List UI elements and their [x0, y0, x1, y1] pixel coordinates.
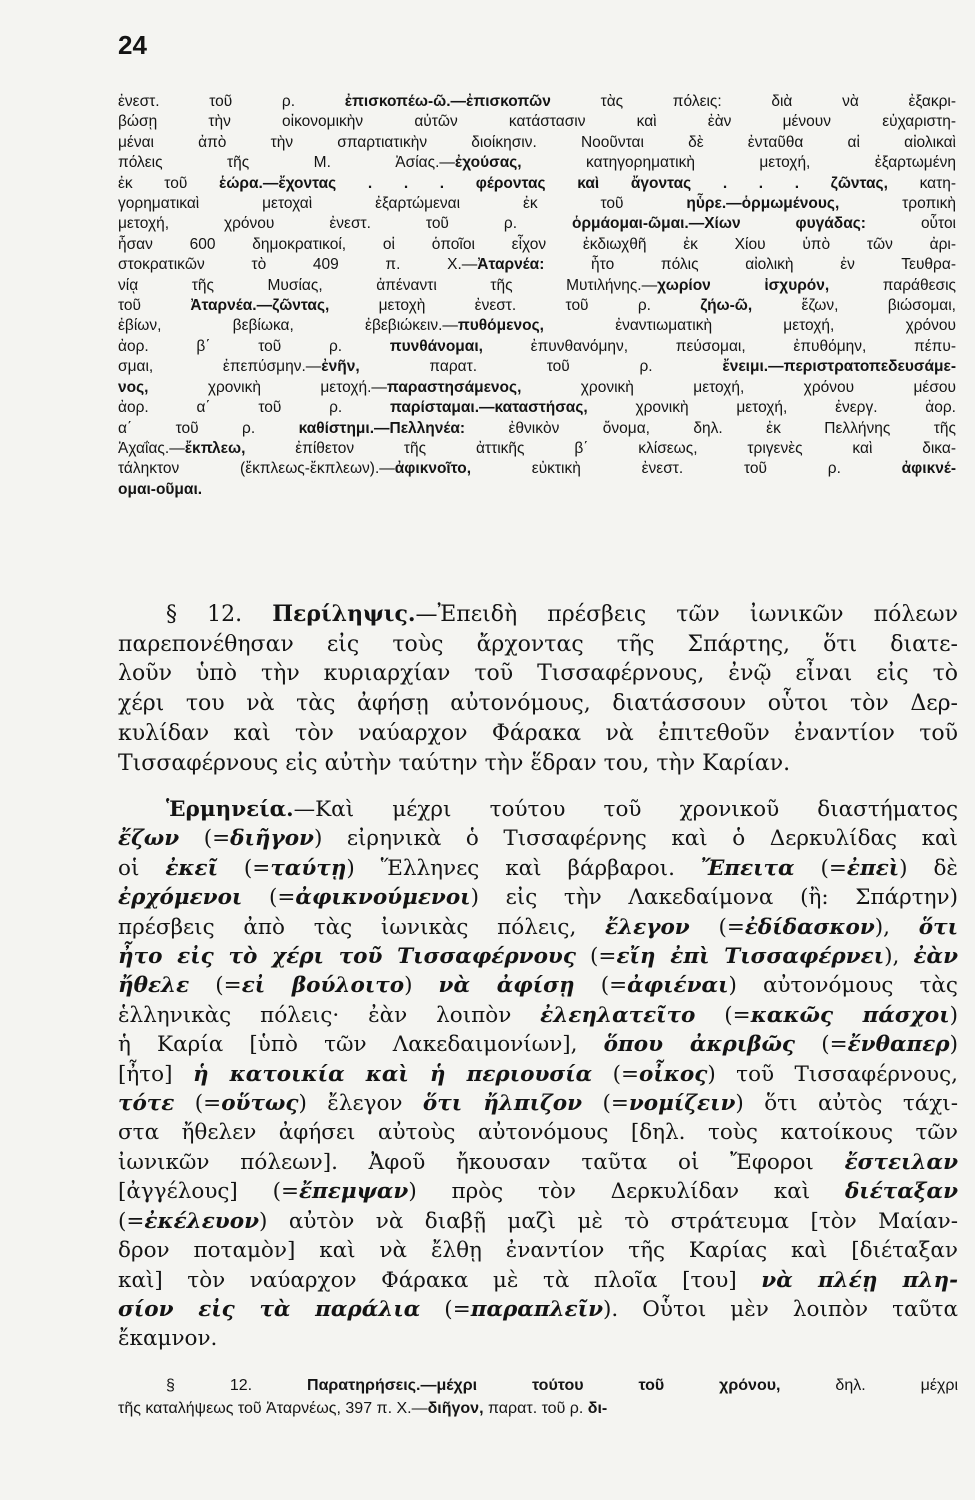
emphasis-text: ἔνειμι.—περιστρατοπεδευσάμε-: [722, 358, 956, 376]
emphasis-text: οἶκος: [639, 1061, 708, 1087]
text-run: εὐκτικὴ ἐνεστ. τοῦ ρ.: [471, 460, 902, 478]
text-run: (=: [795, 1032, 848, 1058]
text-run: ἐπυνθανόμην, πεύσομαι, ἐπυθόμην, πέπυ-: [482, 337, 956, 355]
text-run: (=: [242, 885, 296, 911]
text-run: τροπικὴ: [839, 195, 956, 213]
text-run: ): [404, 973, 439, 999]
text-run: στα ἤθελεν ἀφήσει αὐτοὺς αὐτονόμους [δηλ. τοὺς κατοίκους τῶν: [118, 1120, 958, 1146]
text-run: ) ἔλεγον: [298, 1091, 423, 1117]
text-run: ). Οὗτοι μὲν λοιπὸν ταῦτα: [603, 1296, 958, 1322]
text-run: παράθεσις: [829, 276, 957, 294]
emphasis-text: νὰ πλέῃ πλη-: [761, 1267, 958, 1293]
text-run: παρεπονέθησαν εἰς τοὺς ἄρχοντας τῆς Σπάρτης, ὅτι διατε-: [118, 631, 958, 657]
emphasis-text: πυνθάνομαι,: [389, 337, 483, 355]
emphasis-text: ἐπισκοπέω-ῶ.—ἐπισκοπῶν: [344, 93, 551, 110]
emphasis-text: ἀφικνέ-: [901, 460, 956, 478]
emphasis-text: νος,: [118, 378, 149, 396]
text-run: (=: [574, 973, 628, 999]
emphasis-text: παραπλεῖν: [470, 1296, 604, 1322]
text-run: ): [949, 1002, 958, 1028]
notes-line: [118, 357, 956, 377]
text-run: (=: [420, 1296, 471, 1322]
interpretation-line: [118, 1030, 958, 1059]
notes-line: [118, 92, 956, 112]
text-run: ἑλληνικὰς πόλεις· ἐὰν λοιπὸν: [118, 1002, 541, 1028]
text-run: (=: [695, 1002, 751, 1028]
emphasis-text: οὕτως: [221, 1091, 299, 1117]
interpretation-line: [118, 1177, 958, 1206]
text-run: [ἀγγέλους] (=: [118, 1179, 299, 1205]
text-run: κατηγορηματικὴ μετοχή, ἐξαρτωμένη: [521, 154, 957, 172]
text-run: ) πρὸς τὸν Δερκυλίδαν καὶ: [408, 1179, 845, 1205]
summary-line: [118, 689, 958, 719]
text-run: (=: [118, 1208, 145, 1234]
text-run: σμαι, ἐπεπύσμην.—: [118, 358, 322, 376]
text-run: χέρι του νὰ τὰς ἀφήσῃ αὐτονόμους, διατάσσουν οὗτοι τὸν Δερ-: [118, 691, 958, 717]
text-run: τὰς πόλεις: διὰ νὰ ἐξακρι-: [550, 93, 957, 110]
interpretation-line: [118, 795, 958, 824]
text-run: —Ἐπειδὴ πρέσβεις τῶν ἰωνικῶν πόλεων: [415, 602, 958, 627]
text-run: (=: [592, 1061, 640, 1087]
emphasis-text: νομίζειν: [628, 1091, 736, 1117]
emphasis-text: ἔνθαπερ: [847, 1032, 950, 1058]
notes-line: [118, 459, 956, 479]
text-run: χρονικὴ μετοχή, ἐνεργ. ἀορ.: [587, 399, 956, 417]
remarks-line: [118, 1397, 958, 1420]
text-run: (=: [179, 826, 231, 852]
text-run: ἡ Καρία [ὑπὸ τῶν Λακεδαιμονίων],: [118, 1032, 604, 1058]
text-run: ἀορ. β΄ τοῦ ρ.: [118, 337, 390, 355]
text-run: τῆς καταλήψεως τοῦ Ἀταρνέως, 397 π. Χ.—: [118, 1400, 428, 1417]
text-run: μέναι ἀπὸ τὴν σπαρτιατικὴν διοίκησιν. Νοοῦνται δὲ ἐνταῦθα αἱ αἰολικαὶ: [118, 133, 956, 151]
notes-line: [118, 480, 956, 500]
text-run: (=: [217, 855, 271, 881]
emphasis-text: Ἑρμηνεία.: [166, 797, 294, 822]
emphasis-text: Ἀταρνέα:: [477, 256, 545, 274]
text-run: Ἀχαΐας.—: [118, 439, 185, 457]
emphasis-text: ἐρχόμενοι: [118, 885, 243, 911]
summary-paragraph: [118, 600, 958, 778]
text-run: παρατ. τοῦ ρ.: [359, 358, 723, 376]
emphasis-text: ἀφικνούμενοι: [295, 885, 471, 911]
text-run: ἐνεστ. τοῦ ρ.: [118, 93, 345, 110]
text-run: (=: [794, 855, 847, 881]
notes-line: [118, 378, 956, 398]
text-run: ἐπίθετον τῆς ἀττικῆς β΄ κλίσεως, τριγενὲς καὶ δικα-: [245, 439, 956, 457]
text-run: (=: [575, 944, 617, 970]
text-run: ) δὲ: [899, 855, 958, 881]
emphasis-text: ἐὰν: [913, 944, 958, 970]
emphasis-text: Ἀταρνέα.—ζῶντας,: [190, 297, 330, 315]
text-run: ἐναντιωματικὴ μετοχή, χρόνου: [543, 317, 956, 335]
interpretation-line: [118, 1060, 958, 1089]
notes-line: [118, 235, 956, 255]
interpretation-line: [118, 942, 958, 971]
interpretation-line: [118, 913, 958, 942]
emphasis-text: ἑώρα.—ἔχοντας . . . φέροντας καὶ ἄγοντας . . . ζῶντας,: [218, 174, 888, 192]
interpretation-line: [118, 1148, 958, 1177]
emphasis-text: ἔστειλαν: [844, 1149, 958, 1175]
text-run: μετοχή, χρόνου ἐνεστ. τοῦ ρ.: [118, 215, 572, 233]
interpretation-line: [118, 854, 958, 883]
text-run: ἀορ. α΄ τοῦ ρ.: [118, 399, 390, 417]
vocabulary-notes: [118, 92, 956, 500]
emphasis-text: χωρίον ἰσχυρόν,: [657, 276, 830, 294]
emphasis-text: ἐχούσας,: [454, 154, 522, 172]
emphasis-text: ὅπου ἀκριβῶς: [603, 1032, 796, 1058]
remarks-paragraph: [118, 1374, 958, 1420]
emphasis-text: διῆγον,: [427, 1400, 484, 1417]
interpretation-line: [118, 1089, 958, 1118]
emphasis-text: διέταξαν: [844, 1179, 958, 1205]
text-run: ),: [884, 944, 914, 970]
text-run: πόλεις τῆς Μ. Ἀσίας.—: [118, 154, 455, 172]
emphasis-text: νὰ ἀφίσῃ: [438, 973, 575, 999]
emphasis-text: Περίληψις.: [272, 601, 416, 627]
notes-line: [118, 419, 956, 439]
text-run: παρατ. τοῦ ρ.: [483, 1400, 588, 1417]
text-run: ) εἰς τὴν Λακεδαίμονα (ἢ: Σπάρτην): [470, 885, 958, 911]
emphasis-text: τότε: [118, 1091, 175, 1117]
emphasis-text: ἀφιέναι: [627, 973, 729, 999]
emphasis-text: ἐλεηλατεῖτο: [540, 1002, 696, 1028]
emphasis-text: παρίσταμαι.—καταστήσας,: [389, 399, 588, 417]
notes-line: [118, 337, 956, 357]
text-run: ἦτο πόλις αἰολικὴ ἐν Τευθρα-: [544, 256, 956, 274]
emphasis-text: ὁρμάομαι-ῶμαι.—Χίων φυγάδας:: [571, 215, 866, 233]
text-run: γορηματικαὶ μετοχαὶ ἐξαρτώμεναι ἐκ τοῦ: [118, 195, 687, 213]
text-run: ),: [874, 914, 919, 940]
text-run: ) αὐτονόμους τὰς: [728, 973, 958, 999]
emphasis-text: κακῶς πάσχοι: [750, 1002, 950, 1028]
emphasis-text: πυθόμενος,: [457, 317, 544, 335]
emphasis-text: παραστησάμενος,: [386, 378, 522, 396]
text-run: § 12.: [166, 1377, 308, 1394]
emphasis-text: ἔλεγον: [605, 914, 690, 940]
interpretation-line: [118, 1295, 958, 1324]
interpretation-paragraph: [118, 795, 958, 1354]
interpretation-line: [118, 1324, 958, 1353]
notes-line: [118, 316, 956, 336]
text-run: ) αὐτὸν νὰ διαβῇ μαζὶ μὲ τὸ στράτευμα [τὸν Μαίαν-: [258, 1208, 958, 1234]
text-run: (=: [582, 1091, 629, 1117]
emphasis-text: ἡ κατοικία καὶ ἡ περιουσία: [192, 1061, 593, 1087]
summary-line: [118, 659, 958, 689]
text-run: (=: [689, 914, 745, 940]
interpretation-line: [118, 971, 958, 1000]
text-run: βώσῃ τὴν οἰκονομικὴν αὐτῶν κατάστασιν καὶ ἐὰν μένουν εὐχαριστη-: [118, 113, 956, 131]
text-run: ) ὅτι αὐτὸς τάχι-: [735, 1091, 958, 1117]
text-run: ): [949, 1032, 958, 1058]
emphasis-text: ἤθελε: [118, 973, 190, 999]
emphasis-text: ἔπεμψαν: [298, 1179, 409, 1205]
emphasis-text: εἰ βούλοιτο: [241, 973, 405, 999]
interpretation-line: [118, 883, 958, 912]
text-run: § 12.: [166, 602, 273, 627]
emphasis-text: διῆγον: [230, 826, 314, 852]
emphasis-text: καθίστημι.—Πελληνέα:: [298, 419, 466, 437]
text-run: λοῦν ὑπὸ τὴν κυριαρχίαν τοῦ Τισσαφέρνους, ἐνῷ εἶναι εἰς τὸ: [118, 661, 958, 687]
interpretation-line: [118, 1266, 958, 1295]
emphasis-text: ἦτο εἰς τὸ χέρι τοῦ Τισσαφέρνους: [118, 944, 576, 970]
text-run: (=: [174, 1091, 222, 1117]
emphasis-text: ἔκπλεω,: [184, 439, 246, 457]
notes-line: [118, 296, 956, 316]
text-run: κατη-: [887, 174, 956, 192]
emphasis-text: ἐπεὶ: [846, 855, 900, 881]
notes-line: [118, 133, 956, 153]
text-run: τάληκτον (ἔκπλεως-ἔκπλεων).—: [118, 460, 395, 478]
summary-line: [118, 600, 958, 630]
emphasis-text: Ἔπειτα: [700, 855, 795, 881]
notes-line: [118, 194, 956, 214]
text-run: δηλ. μέχρι: [780, 1377, 959, 1394]
text-run: Τισσαφέρνους εἰς αὐτὴν ταύτην τὴν ἕδραν του, τὴν Καρίαν.: [118, 750, 791, 776]
text-run: καὶ] τὸν ναύαρχον Φάρακα μὲ τὰ πλοῖα [του]: [118, 1267, 762, 1293]
text-run: ἰωνικῶν πόλεων]. Ἀφοῦ ἤκουσαν ταῦτα οἱ Ἔφοροι: [118, 1149, 845, 1175]
text-run: μετοχὴ ἐνεστ. τοῦ ρ.: [329, 297, 701, 315]
text-run: [ἦτο]: [118, 1061, 193, 1087]
interpretation-line: [118, 1118, 958, 1147]
text-run: ἐβίων, βεβίωκα, ἐβεβιώκειν.—: [118, 317, 458, 335]
emphasis-text: ὅτι: [918, 914, 958, 940]
text-run: νίᾳ τῆς Μυσίας, ἀπέναντι τῆς Μυτιλήνης.—: [118, 276, 658, 294]
text-run: στοκρατικῶν τὸ 409 π. Χ.—: [118, 256, 478, 274]
text-run: ἐθνικὸν ὄνομα, δηλ. ἐκ Πελλήνης τῆς: [465, 419, 956, 437]
summary-line: [118, 719, 958, 749]
remarks-line: [118, 1374, 958, 1397]
emphasis-text: ταύτῃ: [270, 855, 347, 881]
emphasis-text: ἐνῆν,: [321, 358, 360, 376]
text-run: πρέσβεις ἀπὸ τὰς ἰωνικὰς πόλεις,: [118, 914, 606, 940]
summary-line: [118, 749, 958, 779]
text-run: ἦσαν 600 δημοκρατικοί, οἱ ὁποῖοι εἶχον ἐκδιωχθῆ ἐκ Χίου ὑπὸ τῶν ἀρι-: [118, 235, 956, 253]
text-run: χρονικὴ μετοχή.—: [148, 378, 387, 396]
emphasis-text: Παρατηρήσεις.—μέχρι τούτου τοῦ χρόνου,: [307, 1377, 781, 1394]
emphasis-text: ἐκέλευον: [144, 1208, 259, 1234]
emphasis-text: εἴη ἐπὶ Τισσαφέρνει: [616, 944, 885, 970]
text-run: δρον ποταμὸν] καὶ νὰ ἔλθῃ ἐναντίον τῆς Καρίας καὶ [διέταξαν: [118, 1238, 958, 1264]
text-run: (=: [189, 973, 242, 999]
text-run: ) Ἕλληνες καὶ βάρβαροι.: [346, 855, 701, 881]
notes-line: [118, 439, 956, 459]
text-run: α΄ τοῦ ρ.: [118, 419, 299, 437]
text-run: —Καὶ μέχρι τούτου τοῦ χρονικοῦ διαστήματος: [293, 797, 958, 822]
text-run: χρονικὴ μετοχή, χρόνου μέσου: [521, 378, 956, 396]
summary-line: [118, 630, 958, 660]
emphasis-text: ηὗρε.—ὁρμωμένους,: [686, 195, 840, 213]
text-run: ἐκ τοῦ: [118, 174, 219, 192]
text-run: οὗτοι: [865, 215, 957, 233]
text-run: οἱ: [118, 855, 166, 881]
text-run: ἔζων, βιώσομαι,: [752, 297, 956, 315]
emphasis-text: ἔζων: [118, 826, 180, 852]
notes-line: [118, 214, 956, 234]
text-run: κυλίδαν καὶ τὸν ναύαρχον Φάρακα νὰ ἐπιτεθοῦν ἐναντίον τοῦ: [118, 720, 958, 746]
interpretation-line: [118, 1001, 958, 1030]
emphasis-text: δι-: [587, 1400, 608, 1417]
interpretation-line: [118, 1207, 958, 1236]
text-run: τοῦ: [118, 297, 191, 315]
page-number: 24: [118, 30, 147, 60]
emphasis-text: ὅτι ἤλπιζον: [422, 1091, 583, 1117]
notes-line: [118, 112, 956, 132]
emphasis-text: ἐδίδασκον: [744, 914, 875, 940]
interpretation-line: [118, 1236, 958, 1265]
notes-line: [118, 276, 956, 296]
interpretation-line: [118, 824, 958, 853]
text-run: ) τοῦ Τισσαφέρνους,: [707, 1061, 958, 1087]
text-run: ) εἰρηνικὰ ὁ Τισσαφέρνης καὶ ὁ Δερκυλίδας καὶ: [313, 826, 958, 852]
notes-line: [118, 398, 956, 418]
emphasis-text: ζήω-ῶ,: [700, 297, 753, 315]
notes-line: [118, 255, 956, 275]
notes-line: [118, 174, 956, 194]
emphasis-text: ἐκεῖ: [165, 855, 218, 881]
emphasis-text: ἀφικνοῖτο,: [394, 460, 472, 478]
text-run: ἔκαμνον.: [118, 1326, 218, 1352]
emphasis-text: σίον εἰς τὰ παράλια: [118, 1296, 421, 1322]
notes-line: [118, 153, 956, 173]
emphasis-text: ομαι-οῦμαι.: [118, 480, 203, 498]
